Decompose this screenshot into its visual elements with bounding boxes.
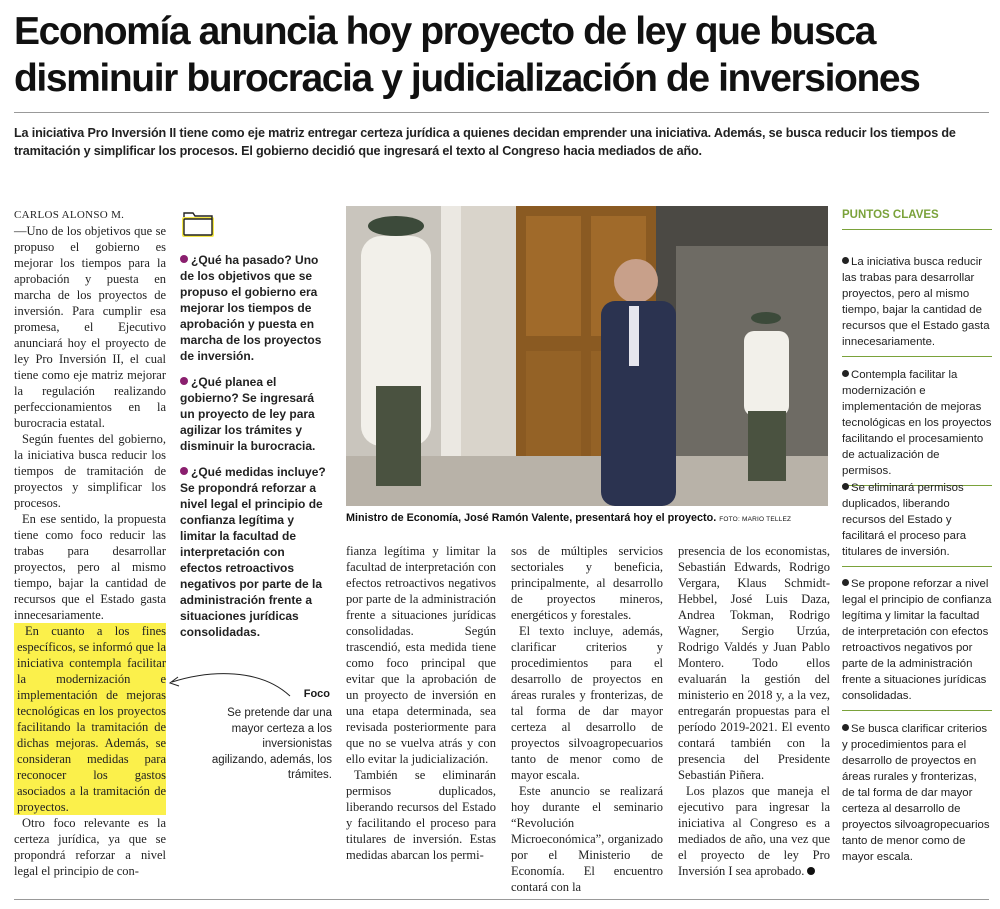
bullet-icon <box>842 724 849 731</box>
col3-paragraph-1: fianza legítima y limitar la facultad de interpretación con efectos retroactivos negativos por parte de la administración frente a situaciones jurídicas consolidadas. Según trascendió, esta medida tiene como foco principal que evitar que la aprobación de un proyecto de inversión en una etapa determinada, sea revisada posteriormente para que no se vuelva atrás y con ello evitar la judicialización. <box>346 544 496 766</box>
key-points-sidebar <box>842 204 992 230</box>
bottom-rule <box>14 899 989 900</box>
col1-paragraph-3: En ese sentido, la propuesta tiene como foco reducir las trabas para desarrollar proyectos, pero al mismo tiempo, bajar la cantidad de recursos que el Estado gasta innecesariamente. <box>14 512 166 622</box>
key-point-item <box>842 721 992 871</box>
qa-column <box>180 252 330 650</box>
foco-title: Foco <box>303 688 330 700</box>
photo-credit: FOTO: MARIO TELLEZ <box>719 516 792 523</box>
bullet-dot-icon <box>180 255 188 263</box>
key-point-text: La iniciativa busca reducir las trabas para desarrollar proyectos, pero al mismo tiempo, bajar la cantidad de recursos que el Estado gasta innecesariamente. <box>842 256 990 348</box>
qa-question: ¿Qué planea el gobierno? <box>180 375 277 405</box>
bullet-icon <box>842 257 849 264</box>
lead-line-2: tramitación y simplificar los procesos. El gobierno decidió que ingresará el texto al Congreso hacia mediados de año. <box>14 144 702 158</box>
key-point-item <box>842 576 992 711</box>
folder-icon <box>181 208 215 238</box>
key-point-text: Contempla facilitar la modernización e implementación de mejoras tecnológicas en los proyectos facilitando el procesamiento de actualización de permisos. <box>842 369 992 477</box>
bullet-icon <box>842 370 849 377</box>
key-point-item <box>842 254 992 357</box>
qa-answer: Uno de los objetivos que se propuso el gobierno era mejorar los tiempos de aprobación y puesta en marcha de los proyectos de inversión. <box>180 253 322 363</box>
end-mark-icon <box>807 867 815 875</box>
qa-answer: Se propondrá reforzar a nivel legal el principio de confianza legítima y limitar la facultad de interpretación con efectos retroactivos negativos por parte de la administración frente a situaciones jurídicas consolidadas. <box>180 481 323 639</box>
headline <box>14 8 989 102</box>
caption-text: Ministro de Economía, José Ramón Valente, presentará hoy el proyecto. <box>346 512 717 524</box>
qa-item <box>180 252 330 364</box>
bullet-dot-icon <box>180 377 188 385</box>
arrow-icon <box>150 660 300 710</box>
photo-illustration <box>346 206 828 506</box>
lead-paragraph <box>14 124 989 160</box>
col1-paragraph-1: —Uno de los objetivos que se propuso el gobierno es mejorar los tiempos para la aprobación y puesta en marcha de los proyectos de inversión. Para cumplir esa promesa, el Ejecutivo anunciará hoy el proyecto de ley Pro Inversión II, el cual tiene como eje matriz mejorar la regulación realizando perfeccionamientos en la burocracia estatal. <box>14 224 166 430</box>
qa-question: ¿Qué ha pasado? <box>191 253 292 267</box>
article-column-4 <box>511 543 663 895</box>
key-point-text: Se eliminará permisos duplicados, liberando recursos del Estado y facilitará el proceso para titulares de inversión. <box>842 482 967 558</box>
key-point-text: Se busca clarificar criterios y procedimientos para el desarrollo de proyectos en áreas rurales y fronterizas, de tal forma de dar mayor certeza al desarrollo de proyectos silvoagropecuarios tanto de menor como de mayor escala. <box>842 723 990 863</box>
qa-question: ¿Qué medidas incluye? <box>191 465 326 479</box>
top-rule <box>14 112 989 113</box>
foco-text: Se pretende dar una mayor certeza a los inversionistas agilizando, además, los trámites. <box>211 707 332 781</box>
key-points-title: PUNTOS CLAVES <box>842 204 992 230</box>
col5-paragraph-1: presencia de los economistas, Sebastián Edwards, Rodrigo Vergara, Klaus Schmidt-Hebbel, José Luis Daza, Andrea Tokman, Rodrigo Wagner, Sergio Urzúa, Rodrigo Valdés y Juan Pablo Montero. Todo ellos evaluarán la gestión del ministerio en 2018 y, a la vez, entregarán propuestas para el período 2019-2021. El evento contará también con la presencia del Presidente Sebastián Piñera. <box>678 544 830 782</box>
col5-paragraph-2-text: Los plazos que maneja el ejecutivo para ingresar la iniciativa al Congreso es a mediados de año, una vez que el proyecto de ley Pro Inversión I sea aprobado. <box>678 784 830 878</box>
col3-paragraph-2: También se eliminarán permisos duplicados, liberando recursos del Estado y facilitando el proceso para titulares de inversión. Estas medidas abarcan los permi- <box>346 768 496 862</box>
bullet-dot-icon <box>180 467 188 475</box>
article-photo <box>346 206 828 506</box>
col5-paragraph-2 <box>678 783 830 879</box>
headline-line-2: disminuir burocracia y judicialización de inversiones <box>14 57 920 100</box>
key-point-item <box>842 480 992 567</box>
headline-line-1: Economía anuncia hoy proyecto de ley que busca <box>14 10 876 53</box>
bullet-icon <box>842 579 849 586</box>
col1-paragraph-5: Otro foco relevante es la certeza jurídica, ya que se propondrá reforzar a nivel legal el principio de con- <box>14 816 166 878</box>
qa-answer: Se ingresará un proyecto de ley para agilizar los trámites y disminuir la burocracia. <box>180 391 316 453</box>
col4-paragraph-2: El texto incluye, además, clarificar criterios y procedimientos para el desarrollo de proyectos en áreas rurales y fronterizas, de tal forma de dar mayor certeza al desarrollo de proyectos silvoagropecuarios tanto de menor como de mayor escala. <box>511 624 663 782</box>
col1-paragraph-2: Según fuentes del gobierno, la iniciativa busca reducir los tiempos de tramitación de proyectos y simplificar los procesos. <box>14 432 166 510</box>
key-point-item <box>842 367 992 486</box>
bullet-icon <box>842 483 849 490</box>
article-column-3 <box>346 543 496 863</box>
byline: CARLOS ALONSO M. <box>14 209 125 221</box>
article-column-1 <box>14 207 166 879</box>
key-point-text: Se propone reforzar a nivel legal el principio de confianza legítima y limitar la facultad de interpretación con efectos retroactivos negativos por parte de la administración frente a situaciones jurídicas consolidadas. <box>842 578 992 702</box>
article-column-5 <box>678 543 830 879</box>
photo-caption <box>346 512 828 524</box>
qa-item <box>180 464 330 640</box>
qa-item <box>180 374 330 454</box>
highlighted-paragraph: En cuanto a los fines específicos, se informó que la iniciativa contempla facilitar la modernización e implementación de mejoras tecnológicas en los proyectos facilitando la tramitación de dichas mejoras. Además, se consideran medidas para reconocer los gastos asociados a la tramitación de proyectos. <box>14 623 166 815</box>
col4-paragraph-3: Este anuncio se realizará hoy durante el seminario “Revolución Microeconómica”, organizado por el Ministerio de Economía. El encuentro contará con la <box>511 784 663 894</box>
lead-line-1: La iniciativa Pro Inversión II tiene como eje matriz entregar certeza jurídica a quienes decidan emprender una iniciativa. Además, se busca reducir los tiempos de <box>14 126 956 140</box>
col4-paragraph-1: sos de múltiples servicios sectoriales y beneficia, principalmente, al desarrollo de proyectos mineros, energéticos y forestales. <box>511 544 663 622</box>
